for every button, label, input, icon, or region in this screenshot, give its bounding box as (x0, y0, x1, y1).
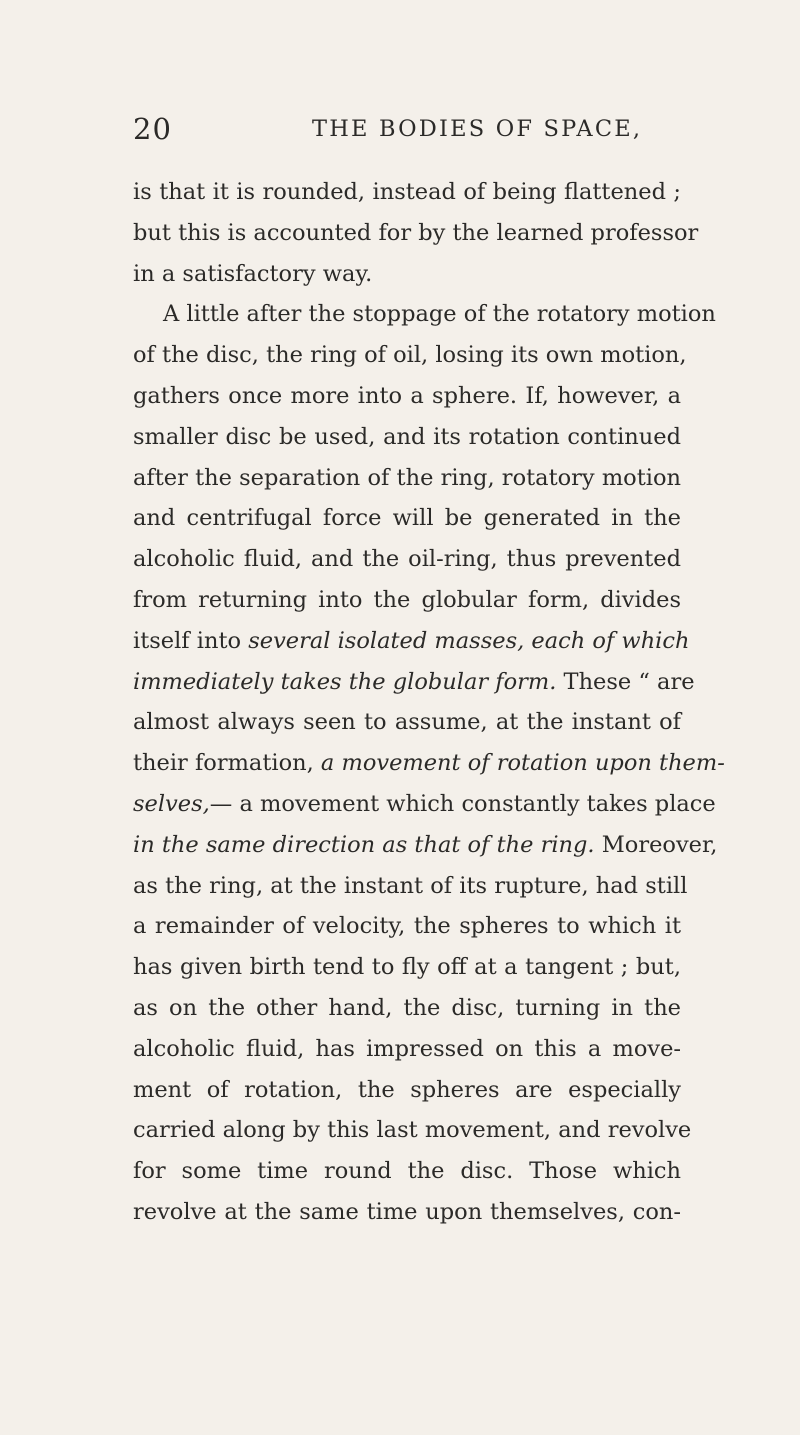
page-number: 20 (133, 112, 172, 146)
text-line: almost always seen to assume, at the instant of (133, 709, 681, 736)
text-line (133, 825, 718, 866)
text-line: has given birth tend to fly off at a tangent ; but, (133, 954, 681, 981)
text-line: is that it is rounded, instead of being flattened ; (133, 179, 681, 205)
text-line: carried along by this last movement, and revolve (133, 1117, 692, 1144)
body-text (133, 172, 725, 1233)
text-line (133, 743, 725, 784)
text-line: from returning into the globular form, divides (133, 586, 681, 613)
text-segment: itself into (133, 627, 249, 654)
italic-segment: immediately takes the globular form. (133, 668, 557, 695)
text-line: for some time round the disc. Those which (133, 1158, 681, 1185)
text-line: of the disc, the ring of oil, losing its own motion, (133, 342, 687, 369)
text-line: revolve at the same time upon themselves, con- (133, 1198, 681, 1225)
text-segment: Moreover, (594, 831, 718, 858)
text-segment: their formation, (133, 750, 321, 777)
italic-segment: in the same direction as that of the ring. (133, 831, 595, 858)
text-line: ment of rotation, the spheres are especially (133, 1076, 681, 1103)
page-header (133, 112, 673, 152)
italic-segment: a movement of rotation upon them- (320, 750, 725, 777)
text-line: a remainder of velocity, the spheres to which it (133, 913, 681, 940)
text-line (133, 621, 690, 662)
text-line: gathers once more into a sphere. If, however, a (133, 382, 681, 409)
text-line: in a satisfactory way. (133, 260, 373, 287)
text-line: alcoholic fluid, has impressed on this a move- (133, 1035, 681, 1062)
text-line (133, 784, 716, 825)
text-line: as the ring, at the instant of its rupture, had still (133, 872, 688, 899)
text-segment: — a movement which constantly takes place (209, 790, 716, 817)
text-line: but this is accounted for by the learned professor (133, 219, 699, 246)
italic-segment: several isolated masses, each of which (248, 627, 690, 654)
text-line: and centrifugal force will be generated in the (133, 505, 681, 532)
text-line: as on the other hand, the disc, turning in the (133, 994, 681, 1021)
running-head: THE BODIES OF SPACE, (312, 116, 643, 142)
text-line: A little after the stoppage of the rotatory motion (163, 301, 716, 328)
text-segment: These “ are (556, 668, 695, 695)
text-line: alcoholic fluid, and the oil-ring, thus prevented (133, 546, 681, 573)
text-line (133, 662, 695, 703)
text-line: after the separation of the ring, rotatory motion (133, 464, 681, 491)
italic-segment: selves, (133, 790, 210, 817)
text-line: smaller disc be used, and its rotation continued (133, 423, 681, 450)
